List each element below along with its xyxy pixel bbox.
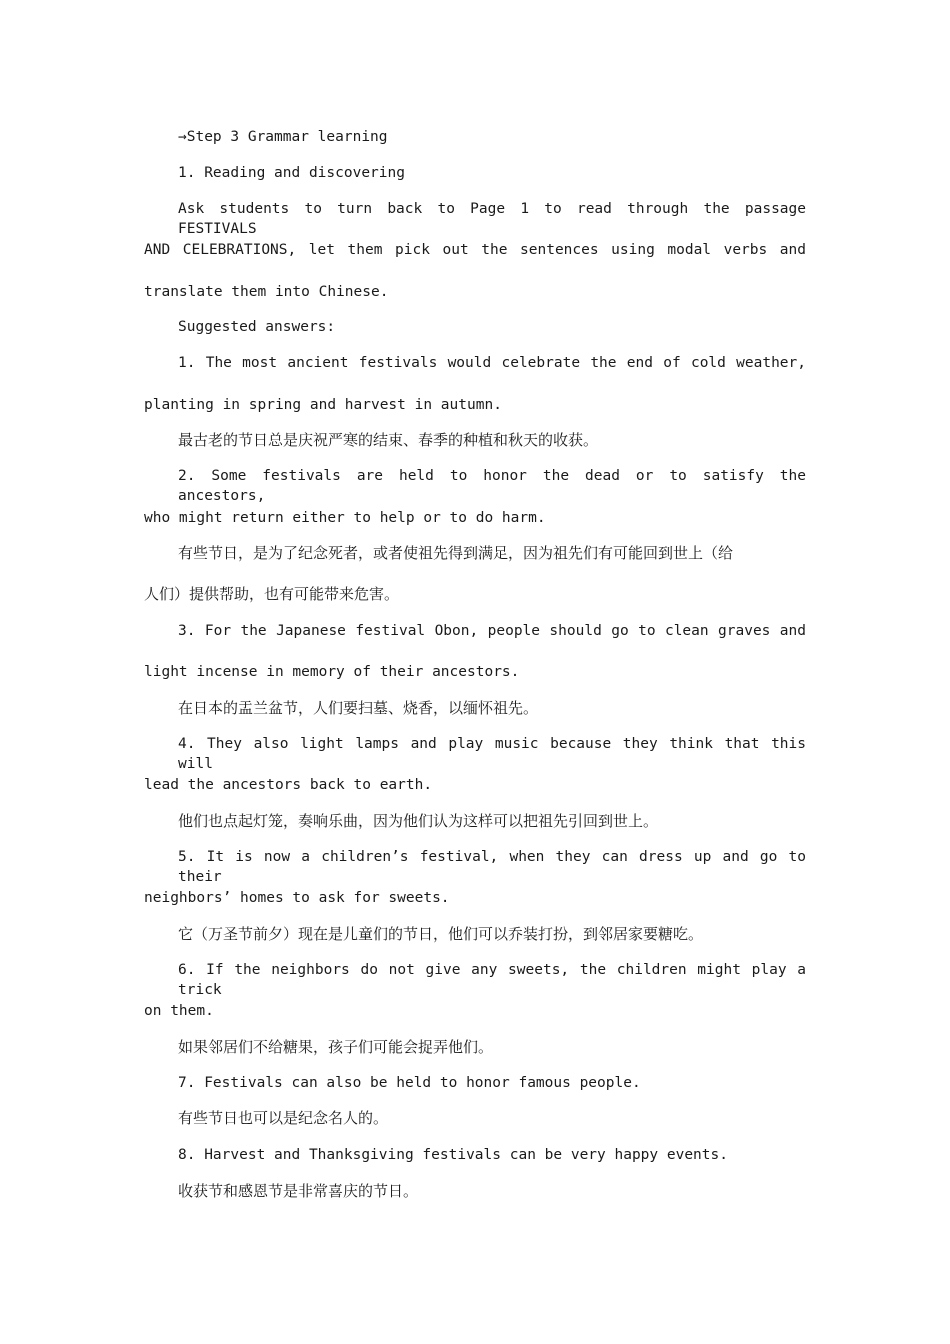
- answer-8-english: 8. Harvest and Thanksgiving festivals can be very happy events.: [178, 1147, 728, 1163]
- answer-5-chinese: 它（万圣节前夕）现在是儿童们的节日，他们可以乔装打扮，到邻居家要糖吃。: [178, 925, 704, 943]
- answer-1-english-line-2: planting in spring and harvest in autumn.: [144, 397, 502, 413]
- answer-2-english-line-2: who might return either to help or to do harm.: [144, 510, 546, 526]
- answer-6-english-line-2: on them.: [144, 1003, 214, 1019]
- answer-6-chinese: 如果邻居们不给糖果，孩子们可能会捉弄他们。: [178, 1038, 494, 1056]
- answer-4-chinese: 他们也点起灯笼，奏响乐曲，因为他们认为这样可以把祖先引回到世上。: [178, 812, 659, 830]
- answer-5-english-line-1: 5. It is now a children’s festival, when they can dress up and go to their: [178, 849, 806, 885]
- step-heading: →Step 3 Grammar learning: [178, 129, 388, 145]
- section-heading: 1. Reading and discovering: [178, 165, 405, 181]
- answers-label: Suggested answers:: [178, 319, 336, 335]
- answer-2-chinese-line-1: 有些节日，是为了纪念死者，或者使祖先得到满足，因为祖先们有可能回到世上（给: [178, 544, 734, 562]
- answer-3-chinese: 在日本的盂兰盆节，人们要扫墓、烧香，以缅怀祖先。: [178, 699, 539, 717]
- instruction-line-2: AND CELEBRATIONS, let them pick out the sentences using modal verbs and: [144, 242, 806, 258]
- answer-3-english-line-1: 3. For the Japanese festival Obon, people should go to clean graves and: [178, 623, 806, 639]
- answer-1-chinese: 最古老的节日总是庆祝严寒的结束、春季的种植和秋天的收获。: [178, 431, 599, 449]
- answer-4-english-line-2: lead the ancestors back to earth.: [144, 777, 433, 793]
- answer-2-english-line-1: 2. Some festivals are held to honor the dead or to satisfy the ancestors,: [178, 468, 806, 504]
- answer-1-english-line-1: 1. The most ancient festivals would celebrate the end of cold weather,: [178, 355, 806, 371]
- instruction-line-1: Ask students to turn back to Page 1 to read through the passage FESTIVALS: [178, 201, 806, 237]
- answer-7-chinese: 有些节日也可以是纪念名人的。: [178, 1109, 389, 1127]
- instruction-line-3: translate them into Chinese.: [144, 284, 389, 300]
- answer-4-english-line-1: 4. They also light lamps and play music because they think that this will: [178, 736, 806, 772]
- answer-3-english-line-2: light incense in memory of their ancestors.: [144, 664, 520, 680]
- answer-2-chinese-line-2: 人们）提供帮助，也有可能带来危害。: [144, 585, 400, 603]
- answer-7-english: 7. Festivals can also be held to honor famous people.: [178, 1075, 641, 1091]
- answer-8-chinese: 收获节和感恩节是非常喜庆的节日。: [178, 1182, 419, 1200]
- answer-5-english-line-2: neighbors’ homes to ask for sweets.: [144, 890, 450, 906]
- answer-6-english-line-1: 6. If the neighbors do not give any sweets, the children might play a trick: [178, 962, 806, 998]
